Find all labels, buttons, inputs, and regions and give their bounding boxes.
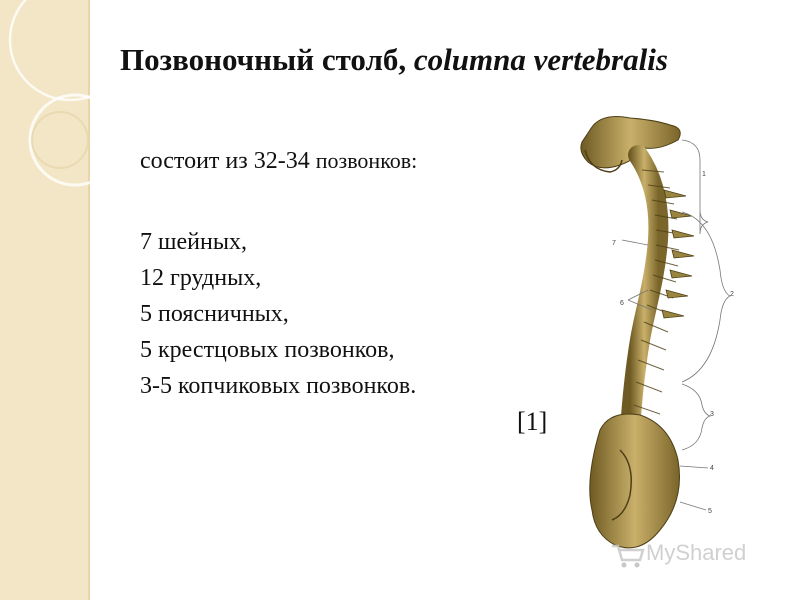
reference-mark: [1] bbox=[517, 407, 548, 436]
pelvis-shape bbox=[590, 414, 680, 548]
title-latin: columna vertebralis bbox=[413, 42, 668, 77]
lead-text bbox=[140, 148, 417, 175]
decorative-rings bbox=[0, 0, 90, 600]
list-item: 12 грудных, bbox=[140, 265, 262, 291]
slide-title bbox=[120, 42, 668, 78]
label-6: 6 bbox=[620, 300, 624, 307]
label-3: 3 bbox=[710, 411, 714, 418]
lead-part2: позвонков: bbox=[315, 148, 418, 173]
label-7: 7 bbox=[612, 240, 616, 247]
vertebrae-list bbox=[140, 224, 416, 404]
label-2: 2 bbox=[730, 291, 734, 298]
label-4: 4 bbox=[710, 465, 714, 472]
spine-illustration bbox=[560, 100, 800, 570]
list-item: 3-5 копчиковых позвонков. bbox=[140, 373, 417, 399]
list-item: 7 шейных, bbox=[140, 229, 247, 255]
label-1: 1 bbox=[702, 171, 706, 178]
list-item: 5 поясничных, bbox=[140, 301, 289, 327]
label-5: 5 bbox=[708, 508, 712, 515]
lead-part1: состоит из 32-34 bbox=[140, 148, 316, 174]
list-item: 5 крестцовых позвонков, bbox=[140, 337, 395, 363]
title-main: Позвоночный столб, bbox=[120, 42, 414, 77]
watermark-text: MyShared bbox=[646, 540, 747, 565]
